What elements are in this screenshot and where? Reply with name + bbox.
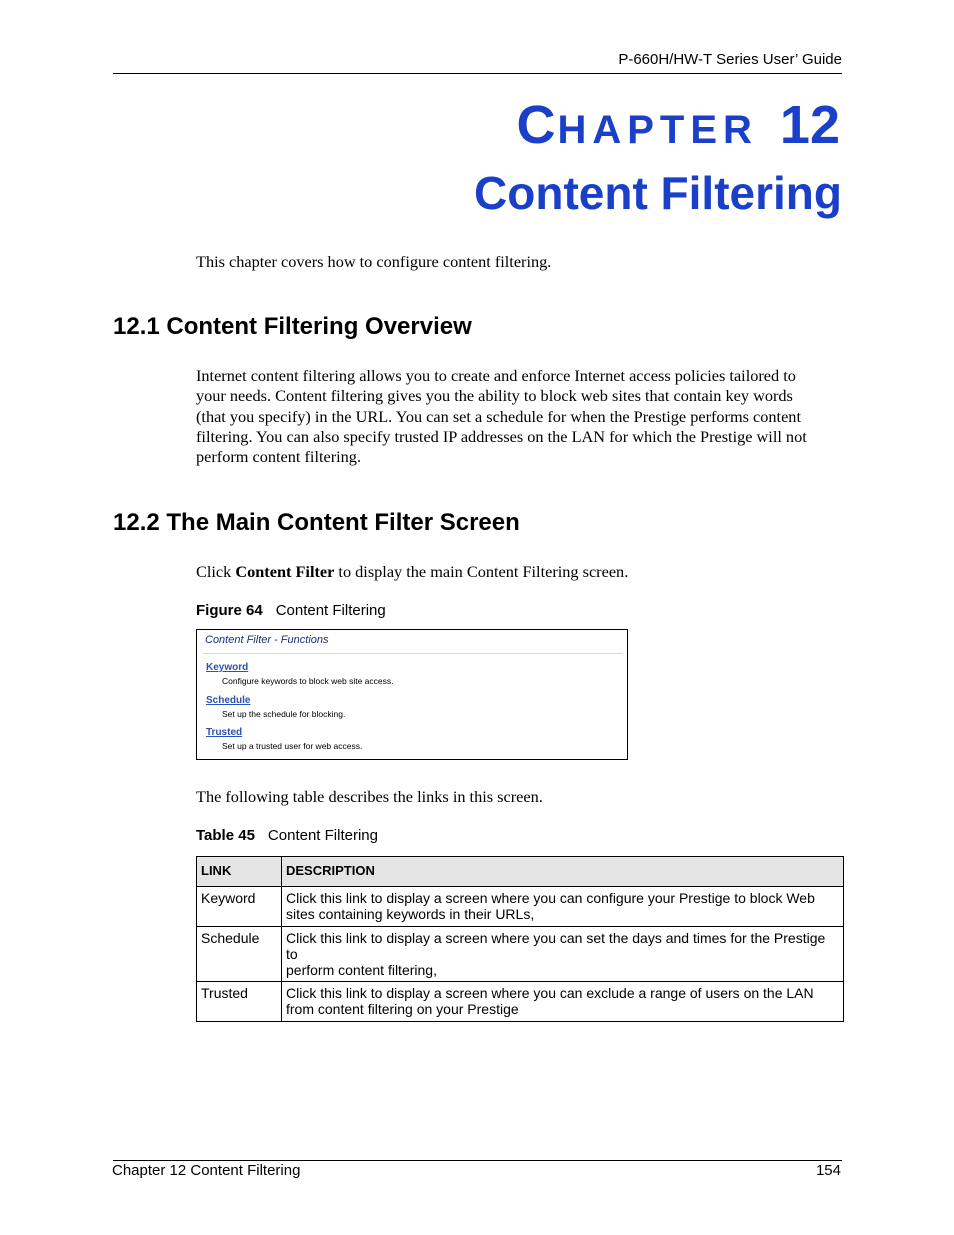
description-line: Click this link to display a screen where you can configure your Prestige to block Web [286,890,815,906]
click-prefix: Click [196,562,236,581]
row-link-cell: Keyword [197,887,282,927]
trusted-link[interactable]: Trusted [206,727,243,738]
description-line: Click this link to display a screen where you can exclude a range of users on the LAN [286,985,814,1001]
section-heading-main-screen: 12.2 The Main Content Filter Screen [113,509,520,536]
overview-paragraph [196,366,846,467]
chapter-label [516,95,840,155]
intro-paragraph: This chapter covers how to configure content filtering. [196,252,552,271]
overview-line: your needs. Content filtering gives you the ability to block web sites that contain key words [196,386,793,406]
overview-line: filtering. You can also specify trusted IP addresses on the LAN for which the Prestige will not [196,426,807,446]
row-description-cell [282,982,844,1022]
table-intro: The following table describes the links in this screen. [196,787,543,806]
click-bold-term: Content Filter [235,562,335,581]
row-description-cell [282,927,844,982]
footer-rule [113,1160,842,1161]
table-caption-text: Content Filtering [267,827,378,844]
figure-caption-text: Content Filtering [275,602,386,619]
table-row [197,927,844,982]
links-description-table [196,856,844,1022]
screen-title: Content Filter - Functions [205,634,329,646]
description-line: perform content filtering, [286,962,437,978]
row-link-cell: Schedule [197,927,282,982]
figure-caption [196,602,386,619]
chapter-title: Content Filtering [474,167,842,219]
description-line: Click this link to display a screen where you can set the days and times for the Prestige to [286,930,826,962]
keyword-link-description: Configure keywords to block web site access. [222,676,394,686]
chapter-cap-letter: C [516,95,556,155]
overview-line: Internet content filtering allows you to create and enforce Internet access policies tailored to [196,366,796,385]
schedule-link[interactable]: Schedule [206,695,251,706]
header-rule [113,73,842,74]
footer-chapter-title: Chapter 12 Content Filtering [112,1162,301,1179]
schedule-link-description: Set up the schedule for blocking. [222,709,346,719]
overview-line: (that you specify) in the URL. You can set a schedule for when the Prestige performs content [196,406,801,426]
overview-line: perform content filtering. [196,447,362,467]
keyword-link[interactable]: Keyword [206,662,249,673]
page-number: 154 [815,1162,841,1179]
table-caption [196,827,378,844]
running-header: P-660H/HW-T Series User’ Guide [618,51,842,68]
row-link-cell: Trusted [197,982,282,1022]
table-label: Table 45 [196,827,255,844]
click-suffix: to display the main Content Filtering screen. [334,562,629,581]
row-description-cell [282,887,844,927]
chapter-small-caps: HAPTER [557,108,758,152]
table-row [197,982,844,1022]
header-description: DESCRIPTION [282,857,844,887]
table-header-row [197,857,844,887]
screen-title-divider [203,653,623,654]
content-filter-screenshot [196,629,628,760]
table-row [197,887,844,927]
section-heading-overview: 12.1 Content Filtering Overview [113,313,472,340]
trusted-link-description: Set up a trusted user for web access. [222,741,363,751]
chapter-number: 12 [779,95,840,155]
click-instruction [196,562,846,582]
header-link: LINK [197,857,282,887]
description-line: sites containing keywords in their URLs, [286,906,535,922]
description-line: from content filtering on your Prestige [286,1001,519,1017]
figure-label: Figure 64 [196,602,263,619]
